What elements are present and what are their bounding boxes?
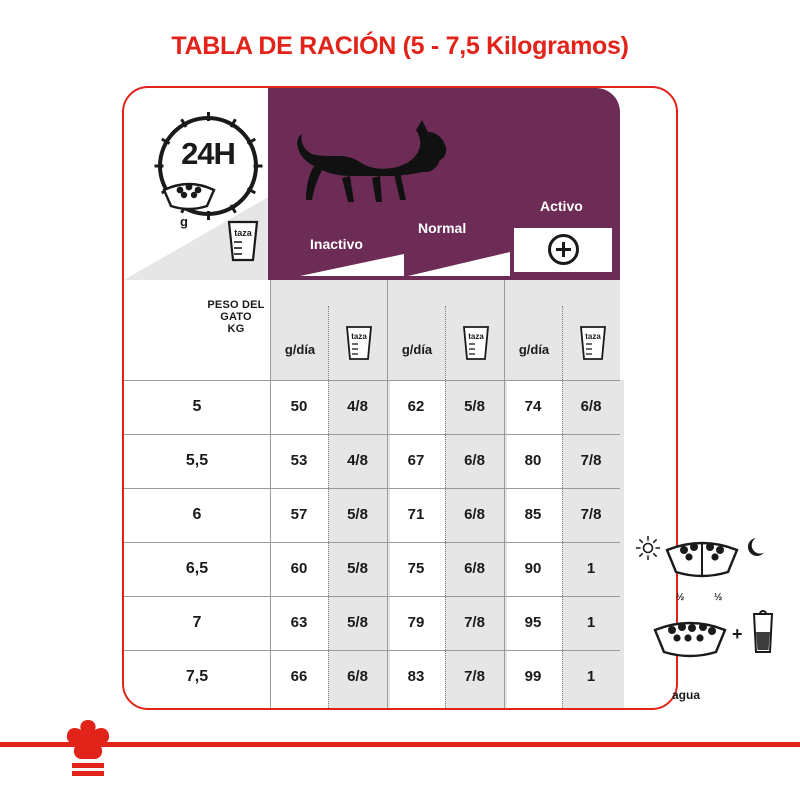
table-row: 5/8 (347, 506, 368, 523)
table-row: 53 (290, 452, 308, 469)
table-row: 6/8 (464, 452, 485, 469)
water-label: agua (672, 688, 701, 702)
table-row: 83 (407, 668, 425, 685)
clock-label: 24H (181, 136, 235, 171)
table-row: 5/8 (464, 398, 485, 415)
table-row: 1 (586, 614, 596, 631)
water-dispenser-icon (746, 608, 780, 660)
table-row: 7/8 (464, 668, 485, 685)
col-header-taza-2: taza (458, 322, 494, 362)
table-row: 6/8 (464, 506, 485, 523)
col-header-taza-3: taza (575, 322, 611, 362)
table-row: 60 (290, 560, 308, 577)
table-row: 99 (524, 668, 542, 685)
grams-label: g (180, 214, 188, 229)
half-portion-left: ½ (676, 592, 685, 603)
page-title: TABLA DE RACIÓN (5 - 7,5 Kilogramos) (171, 32, 629, 60)
table-row: 50 (290, 398, 308, 415)
measuring-cup-icon (222, 216, 264, 264)
ramp-normal-icon (408, 252, 510, 274)
table-row: 1 (586, 560, 596, 577)
ramp-inactivo-icon (300, 254, 404, 276)
table-row: 4/8 (347, 452, 368, 469)
royal-canin-crown-logo (52, 718, 124, 784)
table-row: 66 (290, 668, 308, 685)
table-row: 4/8 (347, 398, 368, 415)
table-row: 5/8 (347, 560, 368, 577)
table-row: 5/8 (347, 614, 368, 631)
moon-icon (746, 536, 770, 560)
table-row: 5,5 (185, 452, 209, 469)
plus-circle-icon (548, 234, 579, 265)
table-row: 90 (524, 560, 542, 577)
ration-table: PESO DEL GATO KG g/día g/día g/día taza taza taza 5 50 4/8 62 5/8 74 6/8 5,5 53 4/8 67 6/8 80 7/8 6 57 5/8 71 6/8 85 7/8 6,5 60 5/8 75 6/8 90 1 7 63 5/8 79 7/8 95 1 7,5 66 6/8 83 7/8 99 1 (124, 280, 620, 708)
sun-icon (636, 536, 660, 560)
activity-label-activo: Activo (540, 198, 583, 214)
plus-sign: + (732, 624, 743, 644)
table-row: 6,5 (185, 560, 209, 577)
table-row: 63 (290, 614, 308, 631)
table-row: 95 (524, 614, 542, 631)
activity-label-normal: Normal (418, 220, 467, 236)
table-row: 5 (192, 398, 202, 415)
table-row: 7 (192, 614, 202, 631)
table-row: 85 (524, 506, 542, 523)
food-bowl-icon (160, 176, 218, 212)
food-bowl-icon (662, 534, 742, 580)
col-header-gdia-1: g/día (284, 342, 316, 357)
table-row: 6 (192, 506, 202, 523)
ramp-activo-icon (514, 228, 612, 272)
table-row: 7/8 (580, 452, 602, 469)
table-row: 1 (586, 668, 596, 685)
table-row: 74 (524, 398, 542, 415)
table-row: 7,5 (185, 668, 209, 685)
table-row: 62 (407, 398, 425, 415)
table-row: 7/8 (464, 614, 485, 631)
cup-label: taza (234, 228, 252, 238)
table-row: 71 (407, 506, 425, 523)
table-row: 6/8 (580, 398, 602, 415)
col-header-taza-1: taza (341, 322, 377, 362)
table-row: 7/8 (580, 506, 602, 523)
table-row: 67 (407, 452, 425, 469)
half-portion-right: ½ (714, 592, 723, 603)
table-row: 6/8 (464, 560, 485, 577)
table-row: 80 (524, 452, 542, 469)
table-row: 57 (290, 506, 308, 523)
col-header-gdia-3: g/día (518, 342, 550, 357)
table-row: 6/8 (347, 668, 368, 685)
table-row: 75 (407, 560, 425, 577)
feeding-guide-icons (636, 528, 776, 688)
table-row: 79 (407, 614, 425, 631)
activity-label-inactivo: Inactivo (310, 236, 363, 252)
col-header-gdia-2: g/día (401, 342, 433, 357)
cat-silhouette-icon (296, 118, 460, 210)
food-bowl-icon (650, 614, 730, 660)
